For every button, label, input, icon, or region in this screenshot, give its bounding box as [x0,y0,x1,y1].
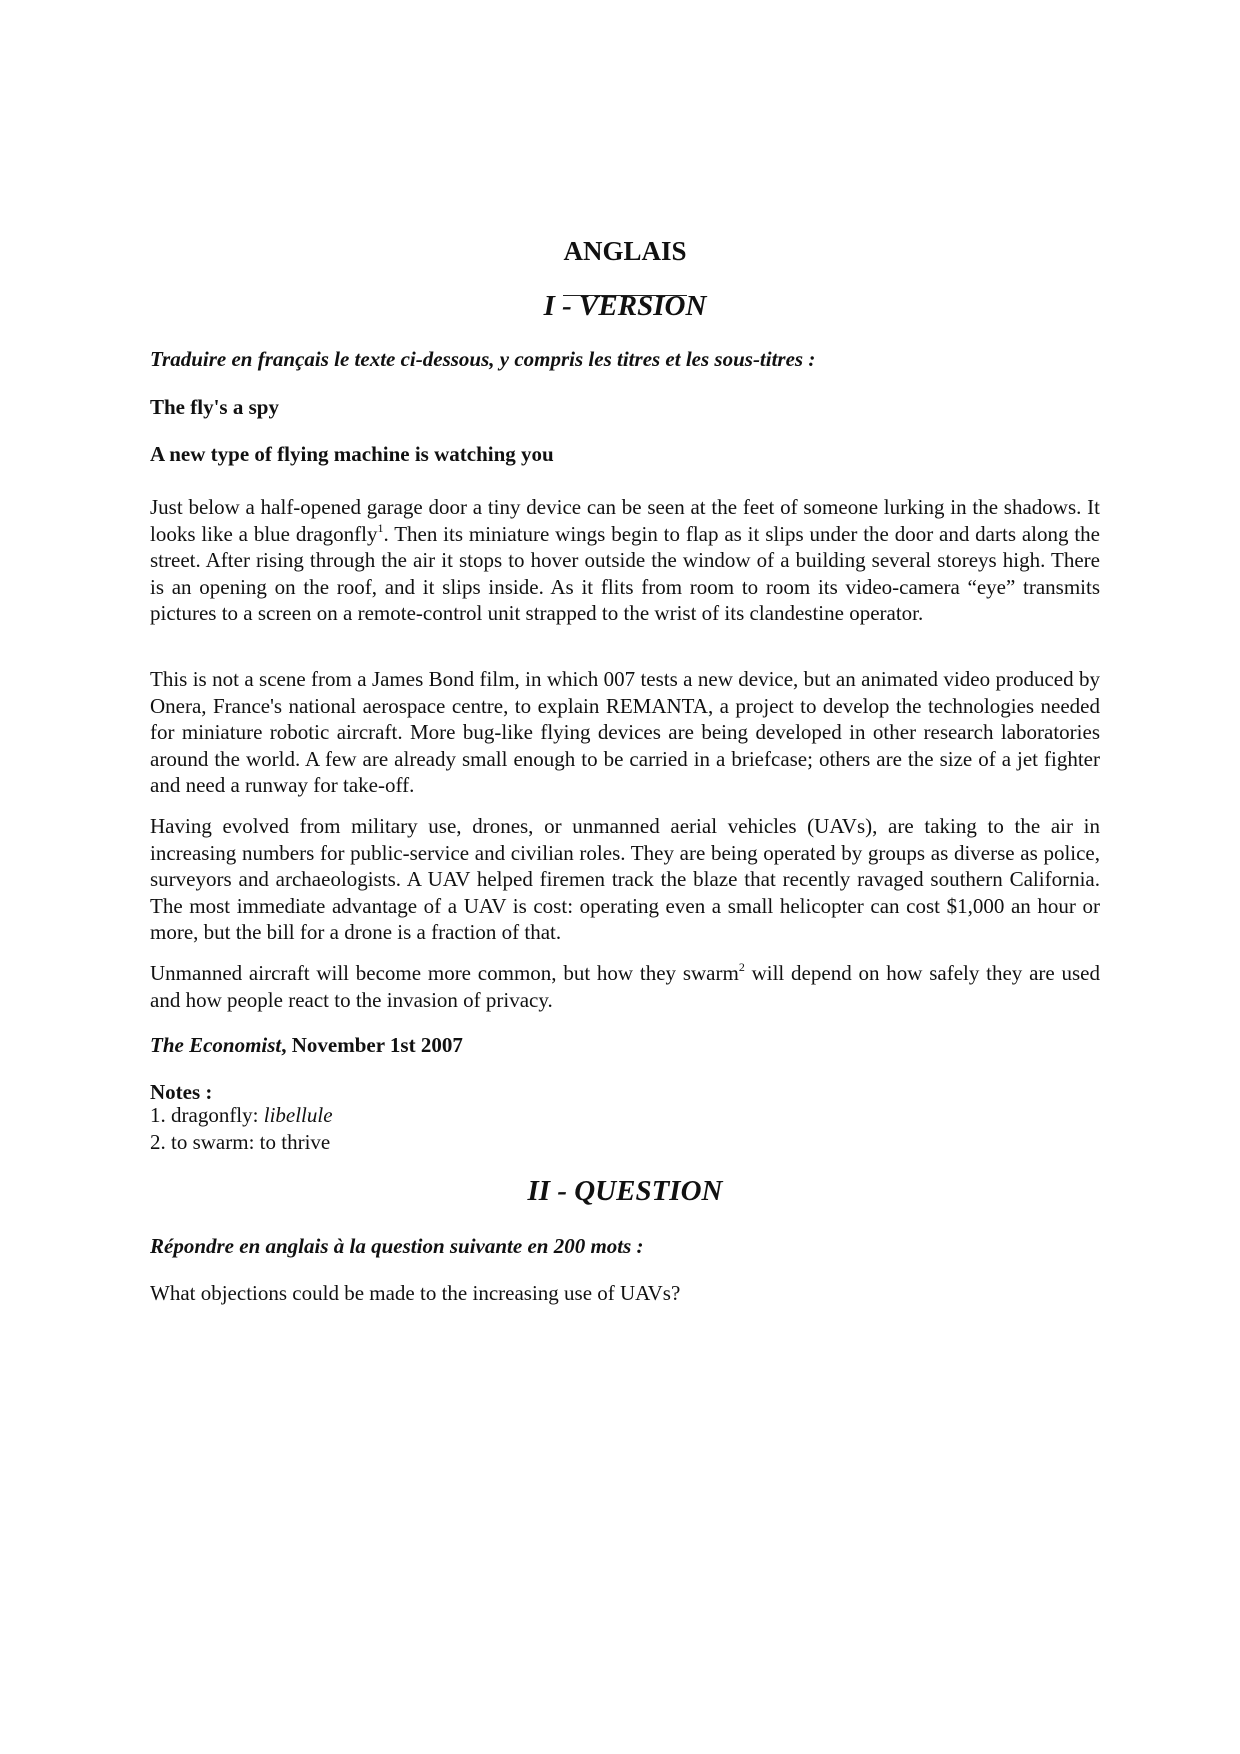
page-title: ANGLAIS [563,236,687,266]
paragraph-text: will depend on how safely they are used and how people react to the invasion of privacy. [150,961,1100,1012]
note-1 [150,1102,1100,1129]
note-1-translation: libellule [263,1103,333,1127]
question-text: What objections could be made to the increasing use of UAVs? [150,1281,681,1305]
note-2: 2. to swarm: to thrive [150,1129,331,1154]
document-page [150,0,1100,1754]
article-paragraph-3: Having evolved from military use, drones, or unmanned aerial vehicles (UAVs), are taking to the air in increasing numbers for public-service and civilian roles. They are being operated by groups as diverse as police, surveyors and archaeologists. A UAV helped firemen track the blaze that recently ravaged southern California. The most immediate advantage of a UAV is cost: operating even a small helicopter can cost $1,000 an hour or more, but the bill for a drone is a fraction of that. [150,814,1100,945]
source-publication: The Economist [150,1033,282,1057]
note-1-term: 1. dragonfly: [150,1103,264,1127]
footnote-ref-1: 1 [377,520,384,535]
article-subtitle: A new type of flying machine is watching you [150,442,554,466]
notes-heading: Notes : [150,1080,213,1104]
article-title: The fly's a spy [150,395,279,419]
paragraph-text: Unmanned aircraft will become more common, but how they swarm [150,961,739,985]
question-heading: II - QUESTION [527,1175,723,1207]
source-date: , November 1st 2007 [281,1033,463,1057]
footnote-ref-2: 2 [738,960,745,974]
notes-list [150,1102,1100,1155]
article-source [150,1032,1100,1058]
article-paragraph-4 [150,960,1100,1013]
article-paragraph-2: This is not a scene from a James Bond film, in which 007 tests a new device, but an animated video produced by Onera, France's national aerospace centre, to explain REMANTA, a project to develop the technologies needed for miniature robotic aircraft. More bug-like flying devices are being developed in other research laboratories around the world. A few are already small enough to be carried in a briefcase; others are the size of a jet fighter and need a runway for take-off. [150,667,1100,798]
question-instruction: Répondre en anglais à la question suivante en 200 mots : [150,1234,644,1258]
paragraph-text: Just below a half-opened garage door a tiny device can be seen at the feet of someone lurking in the shadows. It looks like a blue dragonfly [150,495,1100,546]
paragraph-text: . Then its miniature wings begin to flap as it slips under the door and darts along the street. After rising through the air it stops to hover outside the window of a building several storeys high. There is an opening on the roof, and it slips inside. As it flits from room to room its video-camera “eye” transmits pictures to a screen on a remote-control unit strapped to the wrist of its clandestine operator. [150,521,1100,626]
version-instruction: Traduire en français le texte ci-dessous, y compris les titres et les sous-titres : [150,347,816,371]
article-paragraph-1 [150,494,1100,627]
version-heading: I - VERSION [543,290,707,322]
